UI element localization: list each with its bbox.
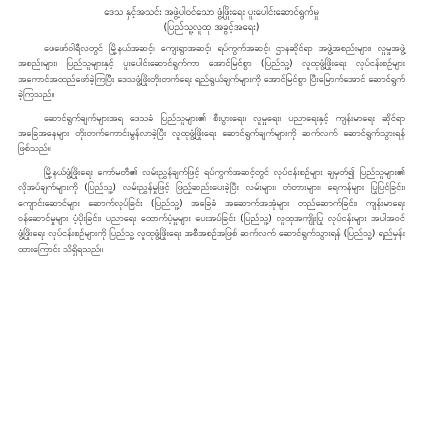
document-subheader: (ပြည်သူ့လူထု အခွင့်အရေး)	[163, 22, 260, 33]
paragraph-2: ဆောင်ရွက်ချက်များအရ ဒေသခံ ပြည်သူများ၏ စီးပွားရေး၊ လူမှုရေး၊ ပညာရေးနှင့် ကျန်းမာရေး ဆိုင်ရာ အခြေအနေများ တိုးတက်ကောင်းမွန်လာခဲ့ပြီး လူထုဖွံ့ဖြိုးရေး ဆောင်ရွက်ချက်များကို ဆက်လက် ဆောင်ရွက်သွားရန် ဖြစ်သည်။	[18, 112, 405, 155]
paragraph-1: ဖေဖော်ဝါရီလတွင် မြို့နယ်အဆင့်၊ ကျေးရွာအဆင့်၊ ရပ်ကွက်အဆင့်၊ ဌာနဆိုင်ရာ အဖွဲ့အစည်းများ၊ လူမှုအဖွဲ့အစည်းများ၊ ပြည်သူများနှင့် ပူးပေါင်းဆောင်ရွက်ကာ အောင်မြင်စွာ (ပြည်သူ့) လူထုဖွံ့ဖြိုးရေး လုပ်ငန်းစဉ်များ အကောင်အထည်ဖော်ခဲ့ကြပြီး ဒေသဖွံ့ဖြိုးတိုးတက်ရေး ရည်ရွယ်ချက်များကို အောင်မြင်စွာ ပြီးမြောက်အောင် ဆောင်ရွက်ခဲ့ကြသည်။	[18, 43, 405, 101]
paragraph-3: မြို့နယ်ဖွံ့ဖြိုးရေး ကော်မတီ၏ လမ်းညွှန်ချက်ဖြင့် ရပ်ကွက်အဆင့်တွင် လုပ်ငန်းစဉ်များ ချမှတ်၍ ပြည်သူများ၏ လိုအပ်ချက်များကို (ပြည်သူ့) လမ်းညွှန်မှုဖြင့် ဖြည့်ဆည်းပေးခဲ့ပြီး လမ်းများ၊ တံတားများ၊ ရေကန်များ ပြုပြင်ခြင်း၊ ကျောင်းဆောင်များ ဆောက်လုပ်ခြင်း (ပြည်သူ့) အခြေခံ အဆောက်အအုံများ တည်ဆောက်ခြင်း၊ ကျန်းမာရေး ဝန်ဆောင်မှုများ ပံ့ပိုးခြင်း၊ ပညာရေး ထောက်ပံ့မှုများ ပေးအပ်ခြင်း (ပြည်သူ့) လူထုအကျိုးပြု လုပ်ငန်းများ အပါအဝင် ဖွံ့ဖြိုးရေး လုပ်ငန်းစဉ်များကို ပြည်သူ့ လူထုဖွံ့ဖြိုးရေး အစီအစဉ်အဖြစ် ဆက်လက် ဆောင်ရွက်သွားရန် (ပြည်သူ့) ရည်မှန်းထားကြောင်း သိရှိရသည်။	[18, 166, 405, 255]
document-header: ဒေသ နှင့်အသင်း အဖွဲ့ပါဝင်သော ဖွံ့ဖြိုးရေး ပူးပေါင်းဆောင်ရွက်မှု	[104, 7, 319, 18]
